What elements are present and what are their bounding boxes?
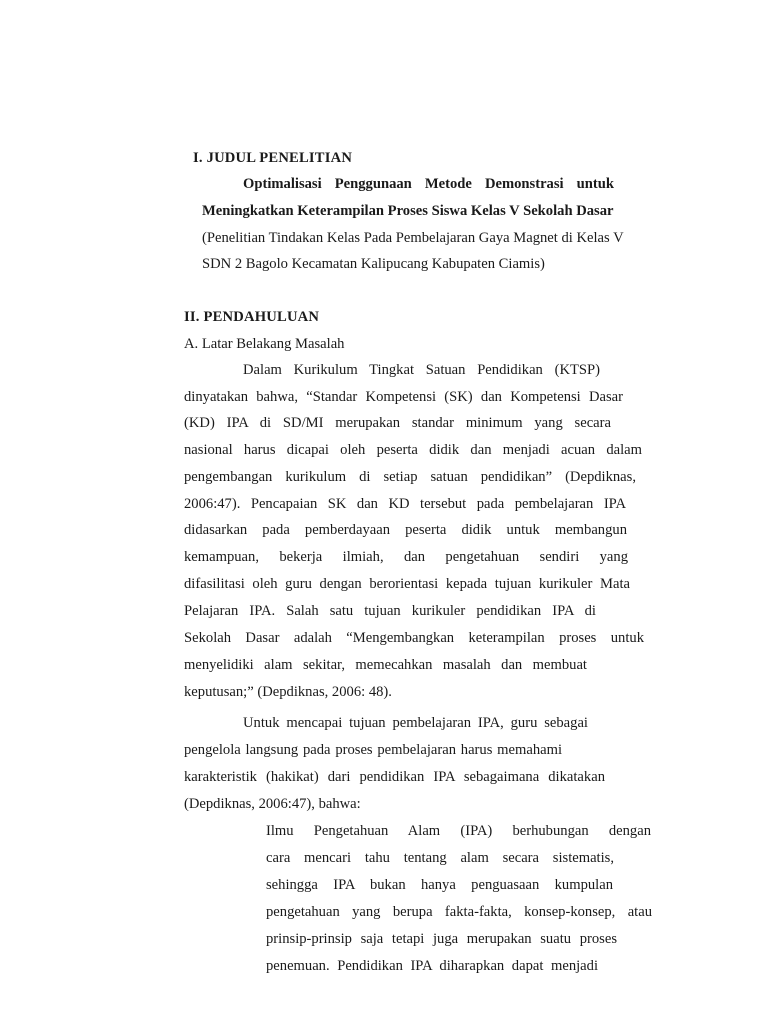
- paragraph-1-line: 2006:47). Pencapaian SK dan KD tersebut pada pembelajaran IPA: [184, 496, 626, 512]
- subsection-heading-latar-belakang: A. Latar Belakang Masalah: [184, 336, 345, 352]
- paragraph-1-line: Sekolah Dasar adalah “Mengembangkan keterampilan proses untuk: [184, 630, 644, 646]
- paragraph-1-line: didasarkan pada pemberdayaan peserta didik untuk membangun: [184, 522, 627, 538]
- research-subtitle-line-1: (Penelitian Tindakan Kelas Pada Pembelajaran Gaya Magnet di Kelas V: [202, 230, 624, 246]
- block-quote-line: pengetahuan yang berupa fakta-fakta, konsep-konsep, atau: [266, 904, 652, 920]
- paragraph-2-line: pengelola langsung pada proses pembelajaran harus memahami: [184, 742, 562, 758]
- paragraph-1-line: kemampuan, bekerja ilmiah, dan pengetahuan sendiri yang: [184, 549, 628, 565]
- section-heading-pendahuluan: II. PENDAHULUAN: [184, 309, 320, 325]
- paragraph-1-line: pengembangan kurikulum di setiap satuan pendidikan” (Depdiknas,: [184, 469, 636, 485]
- block-quote-line: sehingga IPA bukan hanya penguasaan kumpulan: [266, 877, 613, 893]
- research-title-line-2: Meningkatkan Keterampilan Proses Siswa Kelas V Sekolah Dasar: [202, 203, 614, 219]
- section-heading-judul: I. JUDUL PENELITIAN: [193, 150, 353, 166]
- paragraph-1-line: keputusan;” (Depdiknas, 2006: 48).: [184, 684, 392, 700]
- block-quote-line: Ilmu Pengetahuan Alam (IPA) berhubungan dengan: [266, 823, 651, 839]
- block-quote-line: prinsip-prinsip saja tetapi juga merupakan suatu proses: [266, 931, 617, 947]
- research-subtitle-line-2: SDN 2 Bagolo Kecamatan Kalipucang Kabupaten Ciamis): [202, 256, 545, 272]
- paragraph-1-line: dinyatakan bahwa, “Standar Kompetensi (SK) dan Kompetensi Dasar: [184, 389, 623, 405]
- block-quote-line: cara mencari tahu tentang alam secara sistematis,: [266, 850, 614, 866]
- paragraph-2-line: karakteristik (hakikat) dari pendidikan IPA sebagaimana dikatakan: [184, 769, 605, 785]
- paragraph-2-line: (Depdiknas, 2006:47), bahwa:: [184, 796, 361, 812]
- paragraph-2-line: Untuk mencapai tujuan pembelajaran IPA, guru sebagai: [243, 715, 588, 731]
- research-title-line-1: Optimalisasi Penggunaan Metode Demonstrasi untuk: [243, 176, 614, 192]
- paragraph-1-line: menyelidiki alam sekitar, memecahkan masalah dan membuat: [184, 657, 587, 673]
- paragraph-1-line: Dalam Kurikulum Tingkat Satuan Pendidikan (KTSP): [243, 362, 600, 378]
- paragraph-1-line: Pelajaran IPA. Salah satu tujuan kurikuler pendidikan IPA di: [184, 603, 596, 619]
- paragraph-1-line: nasional harus dicapai oleh peserta didik dan menjadi acuan dalam: [184, 442, 642, 458]
- block-quote-line: penemuan. Pendidikan IPA diharapkan dapat menjadi: [266, 958, 598, 974]
- paragraph-1-line: (KD) IPA di SD/MI merupakan standar minimum yang secara: [184, 415, 611, 431]
- paragraph-1-line: difasilitasi oleh guru dengan berorientasi kepada tujuan kurikuler Mata: [184, 576, 630, 592]
